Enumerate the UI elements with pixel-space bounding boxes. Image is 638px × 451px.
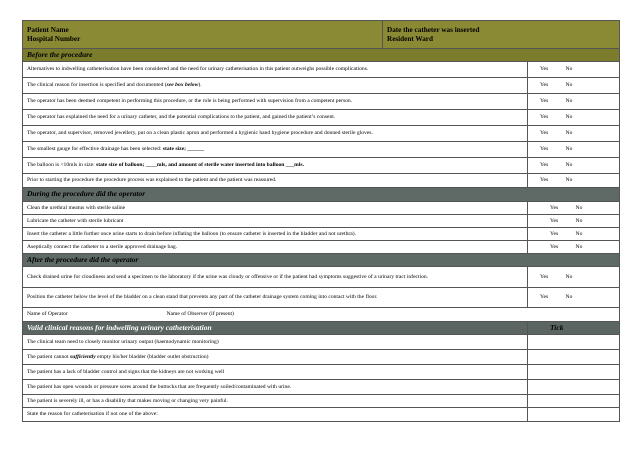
valid-reasons-title: Valid clinical reasons for indwelling urinary catheterisation	[23, 322, 528, 335]
before-row	[23, 78, 620, 94]
hospital-number-label: Hospital Number	[27, 34, 81, 43]
signature-row	[23, 308, 620, 322]
reason-row[interactable]	[23, 408, 620, 422]
tick-box[interactable]	[528, 408, 620, 422]
tick-column-header: Tick	[528, 322, 620, 335]
before-row-text: The smallest gauge for effective drainage has been selected: state size; ______	[23, 142, 528, 158]
yes-option[interactable]: Yes	[550, 217, 559, 224]
reason-text: The patient is severely ill, or has a disability that makes moving or changing very painful.	[23, 395, 528, 408]
yes-option[interactable]: Yes	[540, 98, 549, 105]
observer-name-label[interactable]: Name of Observer (if present)	[166, 311, 234, 318]
after-row	[23, 267, 620, 288]
no-option[interactable]: No	[575, 204, 583, 211]
no-option[interactable]: No	[575, 217, 583, 224]
yes-option[interactable]: Yes	[540, 130, 549, 137]
patient-info-cell	[23, 21, 383, 49]
yes-no-options[interactable]	[528, 126, 620, 142]
after-section-title: After the procedure did the operator	[23, 254, 620, 267]
patient-name-label: Patient Name	[27, 26, 69, 34]
operator-name-label[interactable]: Name of Operator	[27, 311, 68, 318]
header-row	[23, 21, 620, 49]
reason-row[interactable]	[23, 380, 620, 395]
tick-box[interactable]	[528, 395, 620, 408]
yes-no-options[interactable]	[528, 110, 620, 126]
reason-text: State the reason for catheterisation if not one of the above:	[23, 408, 528, 422]
before-row-text: The balloon is <10mls in size: state size of balloon; ____mls, and amount of sterile water inserted into balloon ___mls.	[23, 158, 528, 174]
during-row	[23, 228, 620, 241]
during-row	[23, 241, 620, 254]
yes-no-options[interactable]	[528, 174, 620, 188]
after-row-text: Check drained urine for cloudiness and send a specimen to the laboratory if the urine was cloudy or offensive or if the patient had symptoms suggestive of a urinary tract infection.	[23, 267, 528, 288]
during-section-title: During the procedure did the operator	[23, 188, 620, 202]
before-row-text: The operator has been deemed competent in performing this procedure, or the role is being performed with supervision from a competent person.	[23, 94, 528, 110]
yes-option[interactable]: Yes	[550, 230, 559, 237]
catheter-checklist	[22, 20, 619, 422]
reason-text: The patient has a lack of bladder control and signs that the kidneys are not working well	[23, 365, 528, 380]
reason-row[interactable]	[23, 395, 620, 408]
reason-text: The clinical team need to closely monitor urinary output (haemodynamic monitoring)	[23, 335, 528, 350]
before-row-text: Alternatives to indwelling catheterisation have been considered and the need for urinary catheterisation in this patient outweighs possible complications.	[23, 62, 528, 78]
reason-text: The patient cannot sufficiently empty his/her bladder (bladder outlet obstruction)	[23, 350, 528, 365]
tick-box[interactable]	[528, 335, 620, 350]
no-option[interactable]: No	[565, 82, 573, 89]
before-row	[23, 94, 620, 110]
during-row-text: Lubricate the catheter with sterile lubricant	[23, 215, 528, 228]
no-option[interactable]: No	[565, 98, 573, 105]
no-option[interactable]: No	[565, 162, 573, 169]
after-row	[23, 288, 620, 308]
yes-option[interactable]: Yes	[540, 273, 549, 280]
yes-no-options[interactable]	[528, 267, 620, 288]
before-row-text: Prior to starting the procedure the procedure process was explained to the patient and the patient was reassured.	[23, 174, 528, 188]
no-option[interactable]: No	[565, 130, 573, 137]
tick-box[interactable]	[528, 380, 620, 395]
yes-option[interactable]: Yes	[540, 146, 549, 153]
before-row-text: The clinical reason for insertion is specified and documented (see box below).	[23, 78, 528, 94]
yes-option[interactable]: Yes	[540, 294, 549, 301]
yes-no-options[interactable]	[528, 288, 620, 308]
before-row	[23, 62, 620, 78]
before-row	[23, 126, 620, 142]
yes-no-options[interactable]	[528, 94, 620, 110]
reason-row[interactable]	[23, 350, 620, 365]
before-row	[23, 158, 620, 174]
before-row	[23, 110, 620, 126]
tick-box[interactable]	[528, 365, 620, 380]
before-row	[23, 142, 620, 158]
yes-no-options[interactable]	[528, 62, 620, 78]
resident-ward-label: Resident Ward	[387, 34, 433, 43]
yes-option[interactable]: Yes	[540, 66, 549, 73]
during-row	[23, 202, 620, 215]
yes-option[interactable]: Yes	[540, 82, 549, 89]
no-option[interactable]: No	[565, 177, 573, 184]
yes-no-options[interactable]	[528, 202, 620, 215]
after-row-text: Position the catheter below the level of the bladder on a clean stand that prevents any part of the catheter drainage system coming into contact with the floor.	[23, 288, 528, 308]
reason-row[interactable]	[23, 335, 620, 350]
before-row-text: The operator has explained the need for a urinary catheter, and the potential complications to the patient, and gained the patient’s consent.	[23, 110, 528, 126]
before-row	[23, 174, 620, 188]
tick-box[interactable]	[528, 350, 620, 365]
before-row-text: The operator, and supervisor, removed jewellery, put on a clean plastic apron and performed a hygienic hand hygiene procedure and donned sterile gloves.	[23, 126, 528, 142]
during-row	[23, 215, 620, 228]
reason-row[interactable]	[23, 365, 620, 380]
yes-no-options[interactable]	[528, 215, 620, 228]
no-option[interactable]: No	[565, 114, 573, 121]
yes-no-options[interactable]	[528, 158, 620, 174]
before-section-title: Before the procedure	[23, 49, 620, 62]
yes-option[interactable]: Yes	[540, 177, 549, 184]
no-option[interactable]: No	[575, 230, 583, 237]
signature-cell	[23, 308, 620, 322]
no-option[interactable]: No	[565, 66, 573, 73]
catheter-info-cell	[383, 21, 620, 49]
during-row-text: Aseptically connect the catheter to a sterile approved drainage bag.	[23, 241, 528, 254]
no-option[interactable]: No	[565, 273, 573, 280]
no-option[interactable]: No	[565, 294, 573, 301]
yes-no-options[interactable]	[528, 78, 620, 94]
yes-option[interactable]: Yes	[550, 243, 559, 250]
during-row-text: Insert the catheter a little further once urine starts to drain before inflating the balloon (to ensure catheter is inserted in the bladder and not urethra).	[23, 228, 528, 241]
yes-option[interactable]: Yes	[540, 162, 549, 169]
no-option[interactable]: No	[565, 146, 573, 153]
yes-no-options[interactable]	[528, 142, 620, 158]
reason-text: The patient has open wounds or pressure sores around the buttocks that are frequently soiled/contaminated with urine.	[23, 380, 528, 395]
yes-option[interactable]: Yes	[550, 204, 559, 211]
no-option[interactable]: No	[575, 243, 583, 250]
date-inserted-label: Date the catheter was inserted	[387, 26, 480, 34]
yes-no-options[interactable]	[528, 241, 620, 254]
yes-no-options[interactable]	[528, 228, 620, 241]
yes-option[interactable]: Yes	[540, 114, 549, 121]
checklist-table	[22, 20, 620, 422]
during-row-text: Clean the urethral meatus with sterile saline	[23, 202, 528, 215]
